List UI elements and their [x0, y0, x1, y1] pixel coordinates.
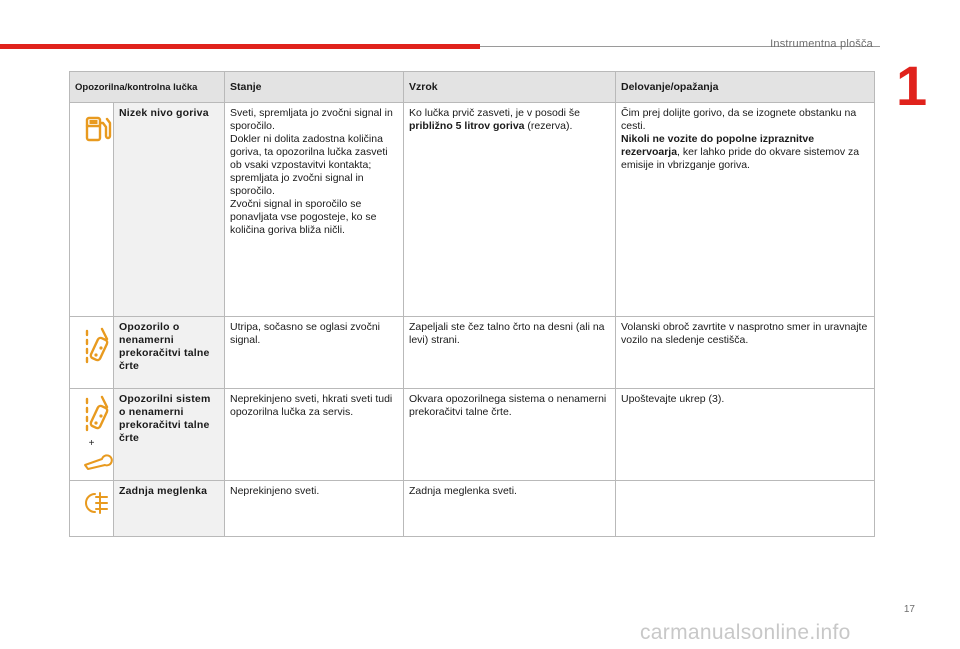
icon-cell: [70, 103, 114, 317]
delovanje-cell: Upoštevajte ukrep (3).: [616, 389, 875, 481]
delovanje-text: Čim prej dolijte gorivo, da se izognete obstanku na cesti.: [621, 107, 857, 132]
stanje-cell: Utripa, sočasno se oglasi zvočni signal.: [225, 317, 404, 389]
table-row: [70, 103, 875, 317]
plus-text: +: [88, 438, 95, 449]
vzrok-cell: Zadnja meglenka sveti.: [404, 481, 616, 537]
icon-cell: [70, 389, 114, 481]
vzrok-cell: Okvara opozorilnega sistema o nenamerni prekoračitvi talne črte.: [404, 389, 616, 481]
rear-fog-lamp-icon: [75, 485, 119, 521]
fuel-pump-icon: [75, 107, 119, 147]
stanje-cell: Neprekinjeno sveti, hkrati sveti tudi opozorilna lučka za servis.: [225, 389, 404, 481]
column-header-stanje: Stanje: [225, 72, 404, 103]
column-header-vzrok: Vzrok: [404, 72, 616, 103]
watermark: carmanualsonline.info: [640, 621, 851, 644]
header-red-bar: [0, 44, 480, 49]
page-title: Instrumentna plošča: [770, 38, 873, 50]
delovanje-text-end: , ker lahko pride do okvare sistemov za emisije in vbrizganje goriva.: [621, 146, 860, 171]
lamp-name: Opozorilni sistem o nenamerni prekoračitvi talne črte: [114, 389, 225, 481]
lamp-name: Opozorilo o nenamerni prekoračitvi talne črte: [114, 317, 225, 389]
table-header-row: [70, 72, 875, 103]
icon-cell: [70, 317, 114, 389]
stanje-cell: Neprekinjeno sveti.: [225, 481, 404, 537]
delovanje-bold-text: Nikoli ne vozite do popolne izpraznitve rezervoarja: [621, 133, 815, 158]
lamp-name: Nizek nivo goriva: [114, 103, 225, 317]
delovanje-cell: Volanski obroč zavrtite v nasprotno smer in uravnajte vozilo na sledenje cestišča.: [616, 317, 875, 389]
table-row: [70, 317, 875, 389]
lane-departure-icon: [75, 321, 119, 371]
plus-sign: [75, 437, 108, 450]
stanje-text: Sveti, spremljata jo zvočni signal in sporočilo. Dokler ni dolita zadostna količina goriva, ta opozorilna lučka zasveti ob vsaki vzpostavitvi kontakta; spremljata jo zvočni signal in sporočilo. Zvočni signal in sporočilo se ponavljata vse pogosteje, ko se količina goriva bliža ničli.: [230, 107, 393, 236]
vzrok-text: Ko lučka prvič zasveti, je v posodi še: [409, 107, 580, 119]
table-row: [70, 389, 875, 481]
icon-cell: [70, 481, 114, 537]
delovanje-cell: [616, 481, 875, 537]
table-row: [70, 481, 875, 537]
chapter-number: 1: [896, 54, 928, 117]
lane-departure-icon: [75, 393, 119, 437]
delovanje-cell: [616, 103, 875, 317]
vzrok-cell: Zapeljali ste čez talno črto na desni (ali na levi) strani.: [404, 317, 616, 389]
lamp-name: Zadnja meglenka: [114, 481, 225, 537]
vzrok-text-end: (rezerva).: [524, 120, 573, 132]
vzrok-bold-text: približno 5 litrov goriva: [409, 120, 525, 132]
vzrok-cell: [404, 103, 616, 317]
page-number: 17: [903, 604, 915, 615]
wrench-icon: [75, 450, 119, 472]
column-header-lamp: Opozorilna/kontrolna lučka: [70, 72, 225, 103]
column-header-delovanje: Delovanje/opažanja: [616, 72, 875, 103]
stanje-cell: [225, 103, 404, 317]
warning-lamp-table: [69, 71, 875, 537]
